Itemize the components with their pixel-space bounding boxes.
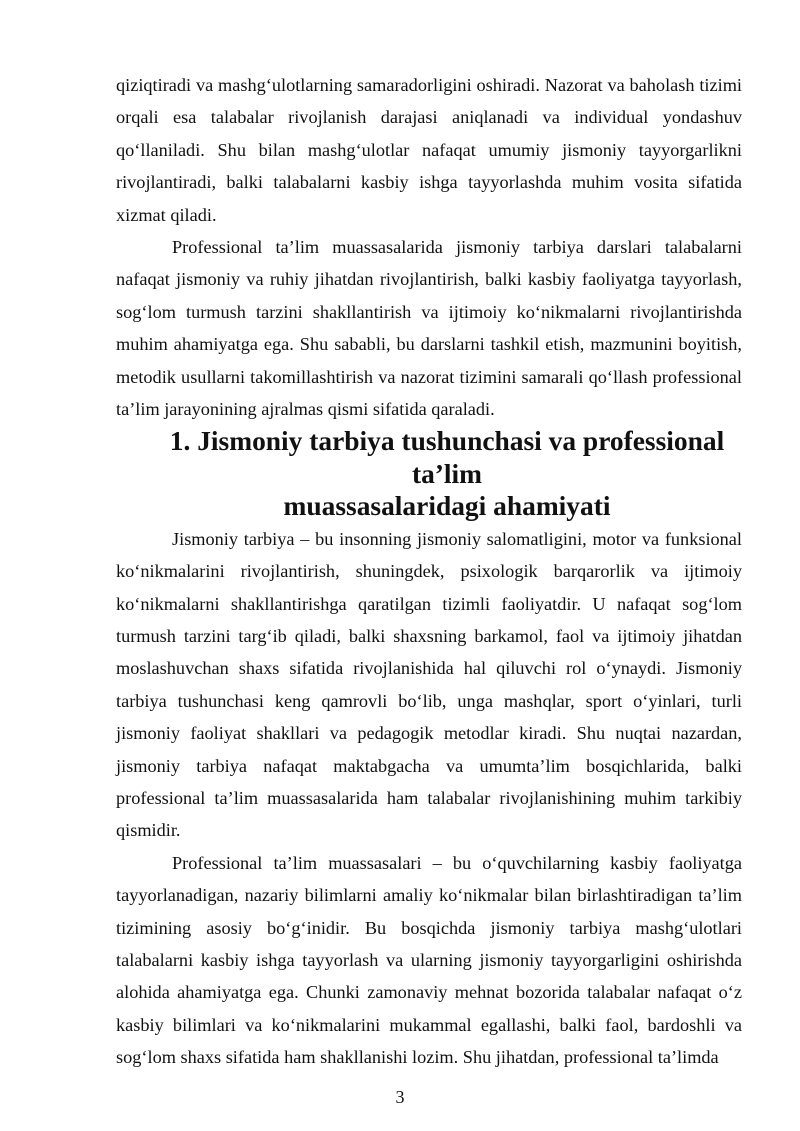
section-heading-line-2: muassasalaridagi ahamiyati	[283, 491, 611, 522]
section-heading-line-1: 1. Jismoniy tarbiya tushunchasi va professional ta’lim	[169, 426, 725, 489]
body-text	[116, 69, 742, 1074]
paragraph-professional-education: Professional ta’lim muassasalarida jismoniy tarbiya darslari talabalarni nafaqat jismoniy va ruhiy jihatdan rivojlantirish, balki kasbiy faoliyatga tayyorlash, sog‘lom turmush tarzini shakllantirish va ijtimoiy ko‘nikmalarni rivojlantirishda muhim ahamiyatga ega. Shu sababli, bu darslarni tashkil etish, mazmunini boyitish, metodik usullarni takomillashtirish va nazorat tizimini samarali qo‘llash professional ta’lim jarayonining ajralmas qismi sifatida qaraladi.	[116, 237, 742, 420]
paragraph-physical-education-definition: Jismoniy tarbiya – bu insonning jismoniy salomatligini, motor va funksional ko‘nikmalarini rivojlantirish, shuningdek, psixologik barqarorlik va ijtimoiy ko‘nikmalarni shakllantirishga qaratilgan tizimli faoliyatdir. U nafaqat sog‘lom turmush tarzini targ‘ib qiladi, balki shaxsning barkamol, faol va ijtimoiy jihatdan moslashuvchan shaxs sifatida rivojlanishida hal qiluvchi rol o‘ynaydi. Jismoniy tarbiya tushunchasi keng qamrovli bo‘lib, unga mashqlar, sport o‘yinlari, turli jismoniy faoliyat shakllari va pedagogik metodlar kiradi. Shu nuqtai nazardan, jismoniy tarbiya nafaqat maktabgacha va umumta’lim bosqichlarida, balki professional ta’lim muassasalarida ham talabalar rivojlanishining muhim tarkibiy qismidir.	[116, 528, 742, 841]
page-number: 3	[395, 1087, 405, 1107]
paragraph-professional-institutions: Professional ta’lim muassasalari – bu o‘quvchilarning kasbiy faoliyatga tayyorlanadigan, nazariy bilimlarni amaliy ko‘nikmalar bilan birlashtiradigan ta’lim tizimining asosiy bo‘g‘inidir. Bu bosqichda jismoniy tarbiya mashg‘ulotlari talabalarni kasbiy ishga tayyorlash va ularning jismoniy tayyorgarligini oshirishda alohida ahamiyatga ega. Chunki zamonaviy mehnat bozorida talabalar nafaqat o‘z kasbiy bilimlari va ko‘nikmalarini mukammal egallashi, balki faol, bardoshli va sog‘lom shaxs sifatida ham shakllanishi lozim. Shu jihatdan, professional ta’limda	[116, 852, 742, 1068]
paragraph-continuation: qiziqtiradi va mashg‘ulotlarning samaradorligini oshiradi. Nazorat va baholash tizimi orqali esa talabalar rivojlanish darajasi aniqlanadi va individual yondashuv qo‘llaniladi. Shu bilan mashg‘ulotlar nafaqat umumiy jismoniy tayyorgarlikni rivojlantiradi, balki talabalarni kasbiy ishga tayyorlashda muhim vosita sifatida xizmat qiladi.	[116, 75, 742, 225]
section-heading	[116, 425, 742, 522]
